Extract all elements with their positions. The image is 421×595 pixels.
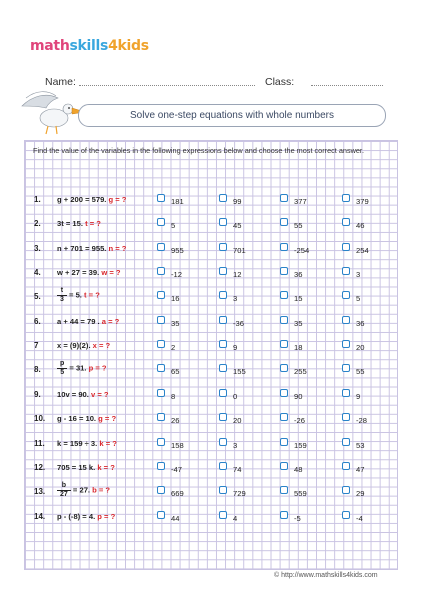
equation [57, 219, 101, 228]
answer-option-label: 3 [233, 294, 238, 304]
equation [57, 482, 110, 499]
answer-checkbox[interactable] [157, 438, 165, 446]
answer-checkbox[interactable] [157, 291, 165, 299]
fraction [57, 360, 67, 377]
problem-row [0, 512, 421, 530]
equation [57, 268, 121, 277]
answer-checkbox[interactable] [342, 511, 350, 519]
answer-option-label: 48 [294, 464, 303, 474]
answer-checkbox[interactable] [280, 462, 288, 470]
answer-option-label: 26 [171, 416, 180, 426]
answer-option-label: 74 [233, 464, 242, 474]
answer-checkbox[interactable] [342, 364, 350, 372]
equation [57, 463, 115, 472]
answer-checkbox[interactable] [157, 462, 165, 470]
answer-checkbox[interactable] [280, 291, 288, 299]
problem-row [0, 360, 421, 383]
answer-checkbox[interactable] [280, 267, 288, 275]
answer-checkbox[interactable] [280, 413, 288, 421]
answer-checkbox[interactable] [157, 243, 165, 251]
problem-row [0, 195, 421, 213]
equation [57, 360, 107, 377]
answer-checkbox[interactable] [342, 462, 350, 470]
problem-number: 3. [34, 243, 41, 253]
equation [57, 390, 109, 399]
answer-checkbox[interactable] [157, 194, 165, 202]
problem-number: 8. [34, 365, 41, 375]
answer-option-label: 255 [294, 367, 307, 377]
answer-option-label: 99 [233, 197, 242, 206]
equation [57, 195, 126, 204]
question-variable: b = ? [92, 485, 111, 495]
fraction [57, 482, 71, 499]
answer-option-label: 5 [356, 294, 361, 304]
answer-option-label: 5 [171, 221, 176, 231]
answer-checkbox[interactable] [342, 389, 350, 397]
equation-text: = 31. [69, 363, 89, 373]
answer-checkbox[interactable] [219, 511, 227, 519]
answer-option-label: 90 [294, 391, 303, 401]
answer-option-label: 159 [294, 440, 307, 450]
answer-checkbox[interactable] [342, 413, 350, 421]
answer-option-label: 158 [171, 440, 184, 450]
answer-checkbox[interactable] [219, 218, 227, 226]
question-variable: p = ? [88, 363, 107, 373]
answer-checkbox[interactable] [219, 413, 227, 421]
question-variable: k = ? [99, 438, 117, 448]
problem-number: 12. [34, 462, 46, 472]
logo [30, 38, 149, 54]
problem-number: 14. [34, 511, 46, 521]
answer-option-label: 955 [171, 245, 184, 255]
answer-checkbox[interactable] [157, 267, 165, 275]
class-field[interactable] [311, 85, 383, 86]
problem-row [0, 414, 421, 432]
question-variable: g = ? [98, 414, 117, 424]
footer-url [274, 572, 378, 579]
answer-option-label: -36 [233, 318, 244, 328]
problem-number: 5. [34, 292, 41, 302]
instructions: Find the value of the variables in the following expressions below and choose the most correct answer. [33, 146, 364, 155]
answer-checkbox[interactable] [280, 194, 288, 202]
logo-part-4kids: 4kids [108, 38, 149, 54]
answer-checkbox[interactable] [280, 438, 288, 446]
fraction-numerator: p [57, 360, 67, 369]
answer-checkbox[interactable] [157, 364, 165, 372]
answer-option-label: -12 [171, 270, 182, 280]
answer-option-label: 35 [171, 318, 180, 328]
equation-text: g + 200 = 579. [57, 195, 109, 204]
answer-option-label: 36 [356, 318, 365, 328]
answer-checkbox[interactable] [280, 511, 288, 519]
answer-option-label: 55 [356, 367, 365, 377]
fraction-denominator: 3 [60, 296, 64, 304]
problem-row [0, 268, 421, 286]
answer-option-label: 53 [356, 440, 365, 450]
problem-number: 1. [34, 195, 41, 204]
logo-part-math: math [30, 38, 70, 54]
answer-checkbox[interactable] [342, 218, 350, 226]
name-label: Name: [45, 76, 76, 88]
problem-row [0, 219, 421, 237]
answer-option-label: 16 [171, 294, 180, 304]
equation-text: 3t = 15. [57, 219, 86, 229]
question-variable: x = ? [92, 341, 111, 351]
answer-checkbox[interactable] [157, 389, 165, 397]
answer-option-label: 181 [171, 197, 184, 206]
problem-number: 2. [34, 219, 41, 229]
equation-text: = 5. [69, 290, 85, 300]
answer-option-label: 20 [233, 416, 242, 426]
problem-row [0, 341, 421, 359]
equation [57, 244, 126, 253]
footer-text: http://www.mathskills4kids.com [281, 572, 378, 579]
equation [57, 414, 116, 423]
answer-option-label: 29 [356, 489, 365, 499]
problem-number: 11. [34, 438, 45, 448]
equation-text: a + 44 = 79 . [57, 316, 102, 326]
answer-option-label: -4 [356, 513, 363, 523]
answer-checkbox[interactable] [280, 316, 288, 324]
question-variable: t = ? [85, 219, 101, 229]
name-field[interactable] [79, 85, 255, 86]
answer-option-label: 0 [233, 391, 238, 401]
answer-option-label: 12 [233, 270, 242, 280]
equation-text: 10v = 90. [57, 389, 91, 399]
question-variable: g = ? [108, 195, 127, 204]
answer-checkbox[interactable] [157, 413, 165, 421]
problem-row [0, 287, 421, 310]
answer-option-label: 45 [233, 221, 242, 231]
answer-option-label: 18 [294, 343, 303, 353]
equation-text: = 27. [72, 485, 93, 495]
answer-checkbox[interactable] [157, 511, 165, 519]
answer-checkbox[interactable] [342, 438, 350, 446]
answer-option-label: -5 [294, 513, 301, 523]
equation [57, 317, 119, 326]
question-variable: v = ? [91, 389, 109, 399]
answer-option-label: -254 [294, 245, 310, 255]
equation-text: w + 27 = 39. [57, 268, 102, 278]
answer-checkbox[interactable] [219, 389, 227, 397]
answer-option-label: 15 [294, 294, 303, 304]
fraction-denominator: 5 [60, 369, 65, 377]
name-class-row [45, 76, 387, 90]
answer-option-label: 47 [356, 464, 365, 474]
answer-option-label: 155 [233, 367, 246, 377]
answer-option-label: 9 [356, 391, 361, 401]
problem-row [0, 482, 421, 505]
equation-text: 705 = 15 k. [57, 462, 98, 472]
answer-checkbox[interactable] [342, 267, 350, 275]
question-variable: t = ? [84, 290, 100, 300]
answer-checkbox[interactable] [342, 291, 350, 299]
problem-number: 7 [34, 341, 39, 351]
question-variable: w = ? [101, 268, 121, 278]
problem-number: 9. [34, 389, 41, 399]
answer-option-label: 4 [233, 513, 238, 523]
answer-option-label: -28 [356, 416, 367, 426]
problem-row [0, 463, 421, 481]
logo-part-skills: skills [69, 38, 109, 54]
answer-checkbox[interactable] [219, 267, 227, 275]
answer-checkbox[interactable] [280, 364, 288, 372]
answer-option-label: 669 [171, 489, 184, 499]
problem-number: 10. [34, 414, 46, 424]
problem-number: 4. [34, 268, 41, 278]
answer-checkbox[interactable] [219, 364, 227, 372]
answer-option-label: -26 [294, 416, 305, 426]
answer-checkbox[interactable] [342, 316, 350, 324]
answer-checkbox[interactable] [280, 486, 288, 494]
answer-checkbox[interactable] [219, 340, 227, 348]
answer-option-label: 2 [171, 343, 176, 353]
answer-option-label: 20 [356, 343, 365, 353]
equation [57, 341, 110, 350]
answer-option-label: 36 [294, 270, 303, 280]
answer-option-label: 379 [356, 197, 369, 206]
fraction-numerator: t [57, 287, 67, 296]
answer-option-label: 377 [294, 197, 307, 206]
answer-option-label: -47 [171, 464, 182, 474]
answer-option-label: 3 [233, 440, 238, 450]
copyright-icon: © [274, 572, 282, 579]
answer-checkbox[interactable] [280, 243, 288, 251]
problem-row [0, 439, 421, 457]
answer-option-label: 559 [294, 489, 307, 499]
answer-checkbox[interactable] [219, 194, 227, 202]
pelican-illustration [18, 88, 86, 138]
answer-checkbox[interactable] [280, 218, 288, 226]
answer-checkbox[interactable] [280, 389, 288, 397]
answer-checkbox[interactable] [219, 291, 227, 299]
problem-number: 6. [34, 316, 41, 326]
answer-option-label: 3 [356, 270, 361, 280]
answer-option-label: 44 [171, 513, 180, 523]
answer-checkbox[interactable] [157, 486, 165, 494]
answer-checkbox[interactable] [342, 194, 350, 202]
answer-checkbox[interactable] [219, 316, 227, 324]
equation-text: k = 159 ÷ 3. [57, 438, 100, 448]
answer-checkbox[interactable] [280, 340, 288, 348]
class-label: Class: [265, 76, 295, 88]
answer-checkbox[interactable] [342, 340, 350, 348]
equation-text: g - 16 = 10. [57, 414, 99, 424]
answer-option-label: 729 [233, 489, 246, 499]
answer-checkbox[interactable] [219, 462, 227, 470]
answer-option-label: 35 [294, 318, 303, 328]
problem-row [0, 244, 421, 262]
question-variable: k = ? [97, 462, 115, 472]
question-variable: n = ? [108, 243, 127, 253]
answer-checkbox[interactable] [342, 243, 350, 251]
equation [57, 287, 100, 304]
question-variable: p = ? [97, 511, 116, 521]
answer-checkbox[interactable] [219, 486, 227, 494]
answer-option-label: 65 [171, 367, 180, 377]
answer-option-label: 55 [294, 221, 303, 231]
equation-text: x = (9)(2). [57, 341, 93, 351]
answer-checkbox[interactable] [157, 316, 165, 324]
answer-checkbox[interactable] [219, 243, 227, 251]
answer-checkbox[interactable] [219, 438, 227, 446]
answer-option-label: 46 [356, 221, 365, 231]
answer-option-label: 701 [233, 245, 246, 255]
fraction-numerator: b [57, 482, 71, 491]
equation [57, 512, 115, 521]
answer-option-label: 8 [171, 391, 176, 401]
answer-option-label: 254 [356, 245, 369, 255]
fraction-denominator: 27 [60, 491, 68, 499]
question-variable: a = ? [101, 316, 120, 326]
equation-text: p - (-8) = 4. [57, 511, 98, 521]
equation-text: n + 701 = 955. [57, 243, 109, 253]
equation [57, 439, 117, 448]
answer-checkbox[interactable] [157, 340, 165, 348]
answer-checkbox[interactable] [157, 218, 165, 226]
fraction [57, 287, 67, 304]
problem-number: 13. [34, 487, 46, 497]
answer-checkbox[interactable] [342, 486, 350, 494]
answer-option-label: 9 [233, 343, 238, 353]
problem-row [0, 317, 421, 335]
problem-row [0, 390, 421, 408]
worksheet-title: Solve one-step equations with whole numbers [78, 104, 386, 127]
